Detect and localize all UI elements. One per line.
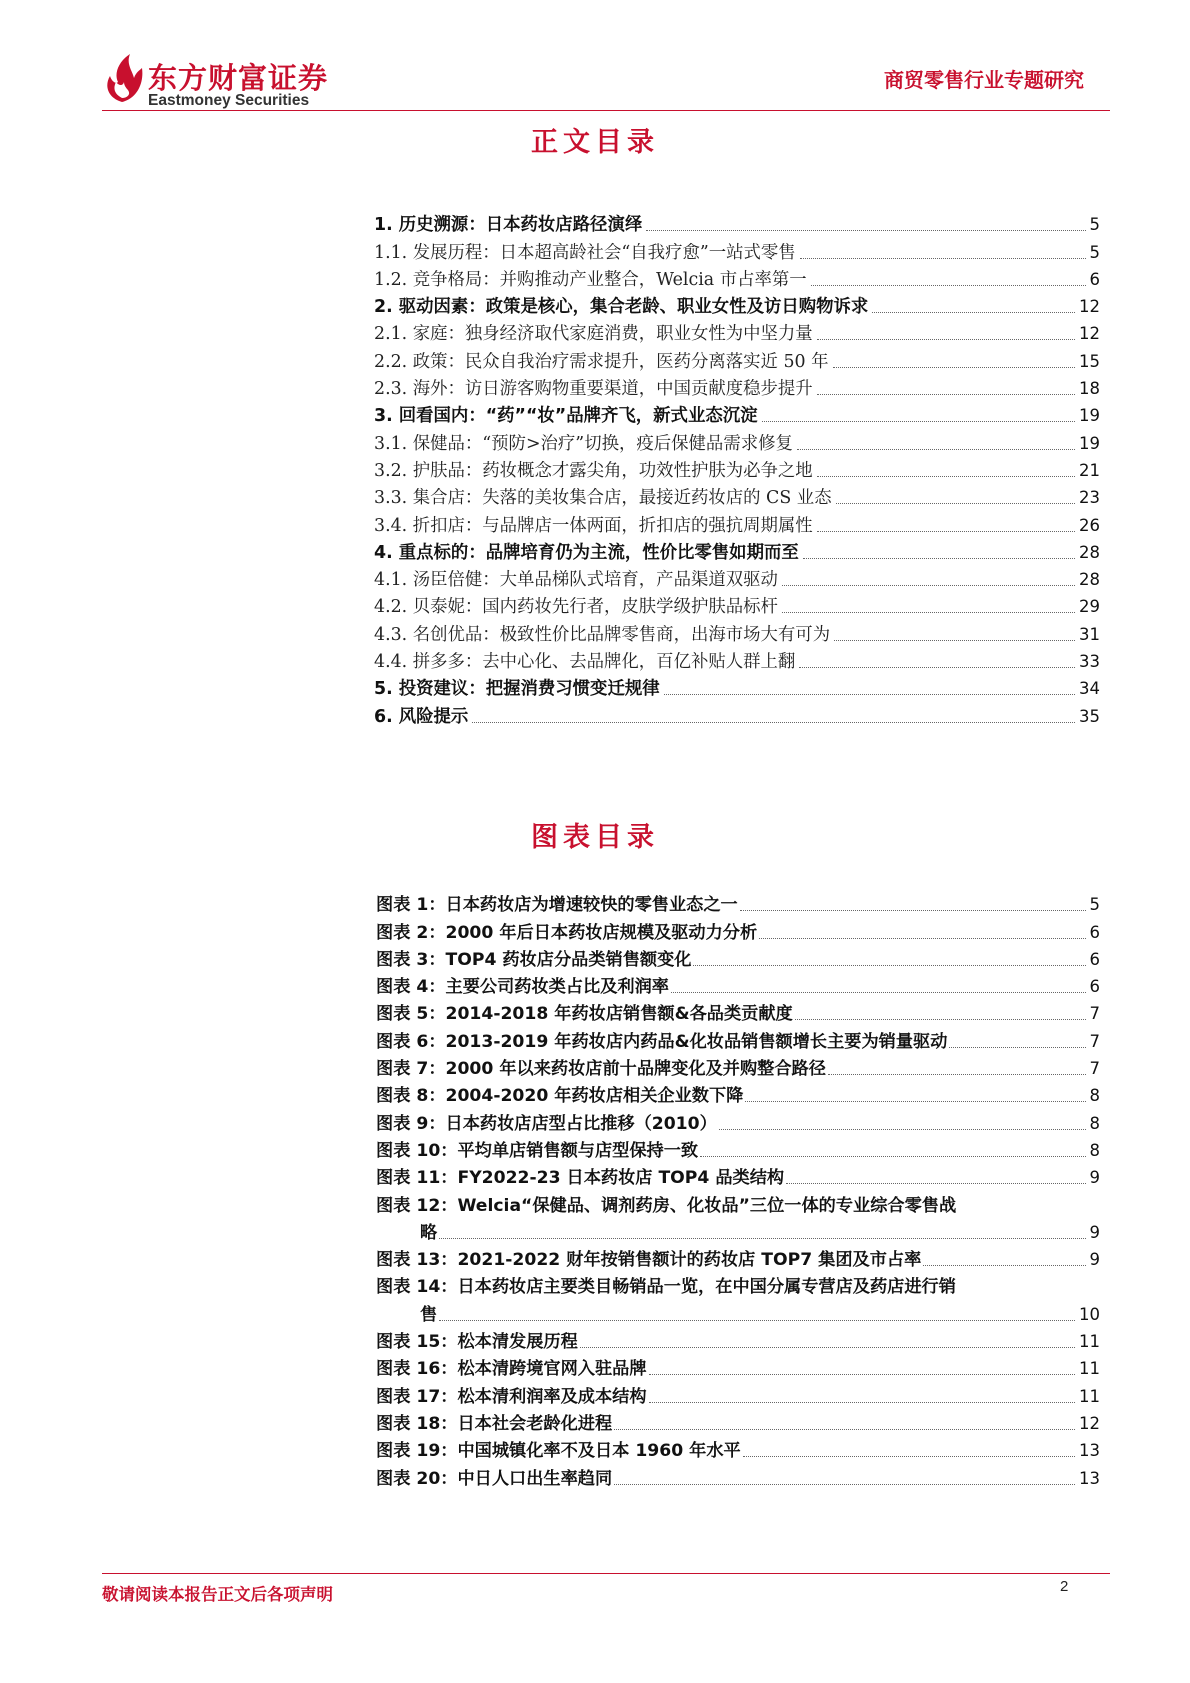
figure-entry-text: 图表 15：松本清发展历程 — [376, 1332, 578, 1353]
figure-entry[interactable] — [376, 1080, 1100, 1107]
toc-entry[interactable] — [374, 345, 1100, 372]
figure-entry-page: 10 — [1079, 1304, 1100, 1324]
dot-leader — [834, 640, 1075, 641]
company-logo — [102, 52, 342, 112]
figure-entry-text: 图表 12：Welcia“保健品、调剂药房、化妆品”三位一体的专业综合零售战 — [376, 1195, 957, 1216]
toc-entry-page: 6 — [1089, 269, 1100, 289]
toc-entry-text: 3.3. 集合店：失落的美妆集合店，最接近药妆店的 CS 业态 — [374, 488, 832, 509]
figure-entry-page: 12 — [1079, 1413, 1100, 1433]
figure-entry-text: 图表 1：日本药妆店为增速较快的零售业态之一 — [376, 895, 738, 916]
figure-entry[interactable] — [376, 1380, 1100, 1407]
toc-entry[interactable] — [374, 564, 1100, 591]
figure-entry-page: 7 — [1089, 1059, 1100, 1079]
toc-entry-text: 1. 历史溯源：日本药妆店路径演绎 — [374, 215, 643, 236]
figure-entry-text: 图表 4：主要公司药妆类占比及利润率 — [376, 977, 669, 998]
figure-entry-text: 图表 16：松本清跨境官网入驻品牌 — [376, 1359, 647, 1380]
figure-entry-page: 11 — [1079, 1386, 1100, 1406]
figure-list — [376, 889, 1100, 1490]
toc-entry-text: 1.2. 竞争格局：并购推动产业整合，Welcia 市占率第一 — [374, 269, 807, 290]
toc-entry-text: 4.1. 汤臣倍健：大单品梯队式培育，产品渠道双驱动 — [374, 570, 778, 591]
page-header — [0, 0, 1190, 120]
figure-entry-page: 7 — [1089, 1031, 1100, 1051]
figure-entry[interactable] — [376, 1408, 1100, 1435]
toc-entry-page: 35 — [1079, 706, 1100, 726]
figure-entry-page: 9 — [1089, 1168, 1100, 1188]
toc-entry-page: 5 — [1089, 215, 1100, 235]
dot-leader — [740, 910, 1086, 911]
figure-entry-text: 图表 7：2000 年以来药妆店前十品牌变化及并购整合路径 — [376, 1059, 826, 1080]
toc-entry-text: 5. 投资建议：把握消费习惯变迁规律 — [374, 679, 660, 700]
toc-entry[interactable] — [374, 318, 1100, 345]
flame-logo-icon — [102, 52, 144, 104]
dot-leader — [817, 394, 1075, 395]
dot-leader — [614, 1429, 1075, 1430]
dot-leader — [817, 339, 1075, 340]
footer-disclaimer[interactable]: 敬请阅读本报告正文后各项声明 — [102, 1585, 333, 1604]
toc-entry-text: 2.1. 家庭：独身经济取代家庭消费，职业女性为中坚力量 — [374, 324, 813, 345]
dot-leader — [782, 612, 1075, 613]
figure-entry-page: 7 — [1089, 1004, 1100, 1024]
figure-entry-page: 9 — [1089, 1250, 1100, 1270]
figure-entry-page: 8 — [1089, 1140, 1100, 1160]
toc-entry[interactable] — [374, 509, 1100, 536]
figure-entry-text: 图表 3：TOP4 药妆店分品类销售额变化 — [376, 949, 692, 970]
dot-leader — [836, 503, 1075, 504]
dot-leader — [700, 1156, 1085, 1157]
toc-entry-text: 3.2. 护肤品：药妆概念才露尖角，功效性护肤为必争之地 — [374, 460, 813, 481]
toc-entry[interactable] — [374, 673, 1100, 700]
figure-entry-text: 图表 20：中日人口出生率趋同 — [376, 1468, 613, 1489]
toc-entry-text: 3.4. 折扣店：与品牌店一体两面，折扣店的强抗周期属性 — [374, 515, 813, 536]
figure-entry-page: 5 — [1089, 895, 1100, 915]
figure-entry[interactable] — [376, 1053, 1100, 1080]
dot-leader — [693, 965, 1085, 966]
dot-leader — [799, 667, 1075, 668]
figure-entry-text: 图表 10：平均单店销售额与店型保持一致 — [376, 1140, 699, 1161]
dot-leader — [817, 476, 1075, 477]
figure-entry[interactable] — [376, 1326, 1100, 1353]
figure-entry-text: 图表 6：2013-2019 年药妆店内药品&化妆品销售额增长主要为销量驱动 — [376, 1031, 948, 1052]
figure-entry-page: 11 — [1079, 1332, 1100, 1352]
toc-entry-text: 2.2. 政策：民众自我治疗需求提升，医药分离落实近 50 年 — [374, 351, 829, 372]
dot-leader — [923, 1265, 1085, 1266]
toc-entry[interactable] — [374, 618, 1100, 645]
figure-entry[interactable] — [376, 1435, 1100, 1462]
figure-entry[interactable] — [376, 998, 1100, 1025]
toc-entry-page: 23 — [1079, 488, 1100, 508]
toc-entry[interactable] — [374, 482, 1100, 509]
toc-entry-text: 3. 回看国内：“药”“妆”品牌齐飞，新式业态沉淀 — [374, 406, 758, 427]
figure-entry[interactable] — [376, 1462, 1100, 1489]
dot-leader — [649, 1374, 1075, 1375]
header-divider — [102, 110, 1110, 111]
figure-entry-page: 8 — [1089, 1113, 1100, 1133]
toc-entry-page: 33 — [1079, 652, 1100, 672]
dot-leader — [800, 258, 1086, 259]
toc-entry[interactable] — [374, 646, 1100, 673]
figure-entry-text: 图表 2：2000 年后日本药妆店规模及驱动力分析 — [376, 922, 758, 943]
figure-entry[interactable] — [376, 1162, 1100, 1189]
toc-title: 正文目录 — [531, 127, 659, 158]
dot-leader — [811, 285, 1086, 286]
figure-entry-text: 售 — [420, 1304, 438, 1325]
figure-entry-page: 13 — [1079, 1441, 1100, 1461]
figure-entry[interactable] — [376, 1217, 1100, 1244]
toc-entry-page: 28 — [1079, 570, 1100, 590]
figure-entry-page: 6 — [1089, 922, 1100, 942]
toc-entry[interactable] — [374, 455, 1100, 482]
table-of-contents — [374, 209, 1100, 728]
dot-leader — [649, 1402, 1075, 1403]
toc-entry-page: 34 — [1079, 679, 1100, 699]
toc-entry-text: 6. 风险提示 — [374, 706, 469, 727]
toc-entry[interactable] — [374, 427, 1100, 454]
toc-entry-page: 21 — [1079, 460, 1100, 480]
toc-entry-text: 3.1. 保健品：“预防>治疗”切换，疫后保健品需求修复 — [374, 433, 793, 454]
figure-entry-text: 图表 8：2004-2020 年药妆店相关企业数下降 — [376, 1086, 744, 1107]
figure-entry-text: 图表 11：FY2022-23 日本药妆店 TOP4 品类结构 — [376, 1168, 785, 1189]
dot-leader — [949, 1047, 1085, 1048]
toc-entry-page: 12 — [1079, 324, 1100, 344]
toc-entry[interactable] — [374, 291, 1100, 318]
logo-english-name: Eastmoney Securities — [148, 92, 310, 109]
dot-leader — [472, 722, 1075, 723]
dot-leader — [828, 1074, 1086, 1075]
toc-entry-page: 18 — [1079, 379, 1100, 399]
dot-leader — [762, 421, 1075, 422]
figure-entry-text: 图表 17：松本清利润率及成本结构 — [376, 1386, 647, 1407]
report-category: 商贸零售行业专题研究 — [884, 68, 1084, 92]
figure-entry[interactable] — [376, 1135, 1100, 1162]
figure-entry-page: 6 — [1089, 977, 1100, 997]
dot-leader — [439, 1320, 1075, 1321]
figure-entry[interactable] — [376, 1298, 1100, 1325]
toc-entry[interactable] — [374, 537, 1100, 564]
figure-entry-text: 图表 9：日本药妆店店型占比推移（2010） — [376, 1113, 717, 1134]
toc-entry-page: 28 — [1079, 542, 1100, 562]
dot-leader — [872, 312, 1075, 313]
toc-entry-page: 26 — [1079, 515, 1100, 535]
dot-leader — [759, 938, 1085, 939]
dot-leader — [671, 992, 1086, 993]
toc-entry[interactable] — [374, 264, 1100, 291]
dot-leader — [782, 585, 1075, 586]
toc-entry-text: 4.3. 名创优品：极致性价比品牌零售商，出海市场大有可为 — [374, 624, 831, 645]
figure-entry[interactable] — [376, 971, 1100, 998]
toc-entry-page: 5 — [1089, 242, 1100, 262]
figure-entry-page: 9 — [1089, 1222, 1100, 1242]
dot-leader — [719, 1129, 1086, 1130]
toc-entry-text: 4.4. 拼多多：去中心化、去品牌化，百亿补贴人群上翻 — [374, 652, 796, 673]
dot-leader — [439, 1238, 1085, 1239]
figure-entry-text: 图表 14：日本药妆店主要类目畅销品一览，在中国分属专营店及药店进行销 — [376, 1277, 956, 1298]
figure-entry-page: 6 — [1089, 949, 1100, 969]
toc-entry-text: 1.1. 发展历程：日本超高龄社会“自我疗愈”一站式零售 — [374, 242, 796, 263]
footer-divider — [102, 1573, 1110, 1574]
toc-entry[interactable] — [374, 209, 1100, 236]
toc-entry-page: 19 — [1079, 406, 1100, 426]
logo-chinese-name: 东方财富证券 — [148, 61, 329, 95]
toc-entry[interactable] — [374, 400, 1100, 427]
toc-entry-text: 2.3. 海外：访日游客购物重要渠道，中国贡献度稳步提升 — [374, 379, 813, 400]
toc-entry[interactable] — [374, 700, 1100, 727]
toc-entry[interactable] — [374, 373, 1100, 400]
dot-leader — [786, 1183, 1085, 1184]
figure-entry-page: 8 — [1089, 1086, 1100, 1106]
toc-entry-page: 19 — [1079, 433, 1100, 453]
figure-entry[interactable] — [376, 1353, 1100, 1380]
dot-leader — [745, 1101, 1085, 1102]
figure-entry[interactable] — [376, 889, 1100, 916]
figure-entry[interactable] — [376, 1189, 1100, 1216]
dot-leader — [803, 558, 1075, 559]
toc-entry-text: 4.2. 贝泰妮：国内药妆先行者，皮肤学级护肤品标杆 — [374, 597, 778, 618]
figure-entry-page: 13 — [1079, 1468, 1100, 1488]
figure-entry-text: 略 — [420, 1222, 438, 1243]
dot-leader — [797, 449, 1075, 450]
figure-entry[interactable] — [376, 1271, 1100, 1298]
figure-entry[interactable] — [376, 1025, 1100, 1052]
toc-entry[interactable] — [374, 591, 1100, 618]
dot-leader — [795, 1019, 1086, 1020]
toc-entry-text: 2. 驱动因素：政策是核心，集合老龄、职业女性及访日购物诉求 — [374, 297, 869, 318]
figure-entry[interactable] — [376, 944, 1100, 971]
figure-entry[interactable] — [376, 1107, 1100, 1134]
figure-entry-page: 11 — [1079, 1359, 1100, 1379]
dot-leader — [580, 1347, 1075, 1348]
figure-entry-text: 图表 5：2014-2018 年药妆店销售额&各品类贡献度 — [376, 1004, 793, 1025]
dot-leader — [646, 230, 1085, 231]
dot-leader — [614, 1484, 1075, 1485]
toc-entry-page: 15 — [1079, 351, 1100, 371]
toc-entry-page: 31 — [1079, 624, 1100, 644]
toc-entry-page: 29 — [1079, 597, 1100, 617]
page-number: 2 — [1060, 1578, 1069, 1595]
toc-entry[interactable] — [374, 236, 1100, 263]
dot-leader — [817, 531, 1075, 532]
figure-entry-text: 图表 19：中国城镇化率不及日本 1960 年水平 — [376, 1441, 741, 1462]
figure-entry[interactable] — [376, 1244, 1100, 1271]
figure-entry-text: 图表 18：日本社会老龄化进程 — [376, 1413, 613, 1434]
toc-entry-text: 4. 重点标的：品牌培育仍为主流，性价比零售如期而至 — [374, 542, 799, 563]
figure-entry-text: 图表 13：2021-2022 财年按销售额计的药妆店 TOP7 集团及市占率 — [376, 1250, 922, 1271]
figure-list-title: 图表目录 — [531, 822, 659, 853]
dot-leader — [743, 1456, 1075, 1457]
dot-leader — [833, 367, 1076, 368]
figure-entry[interactable] — [376, 916, 1100, 943]
dot-leader — [664, 694, 1075, 695]
toc-entry-page: 12 — [1079, 297, 1100, 317]
